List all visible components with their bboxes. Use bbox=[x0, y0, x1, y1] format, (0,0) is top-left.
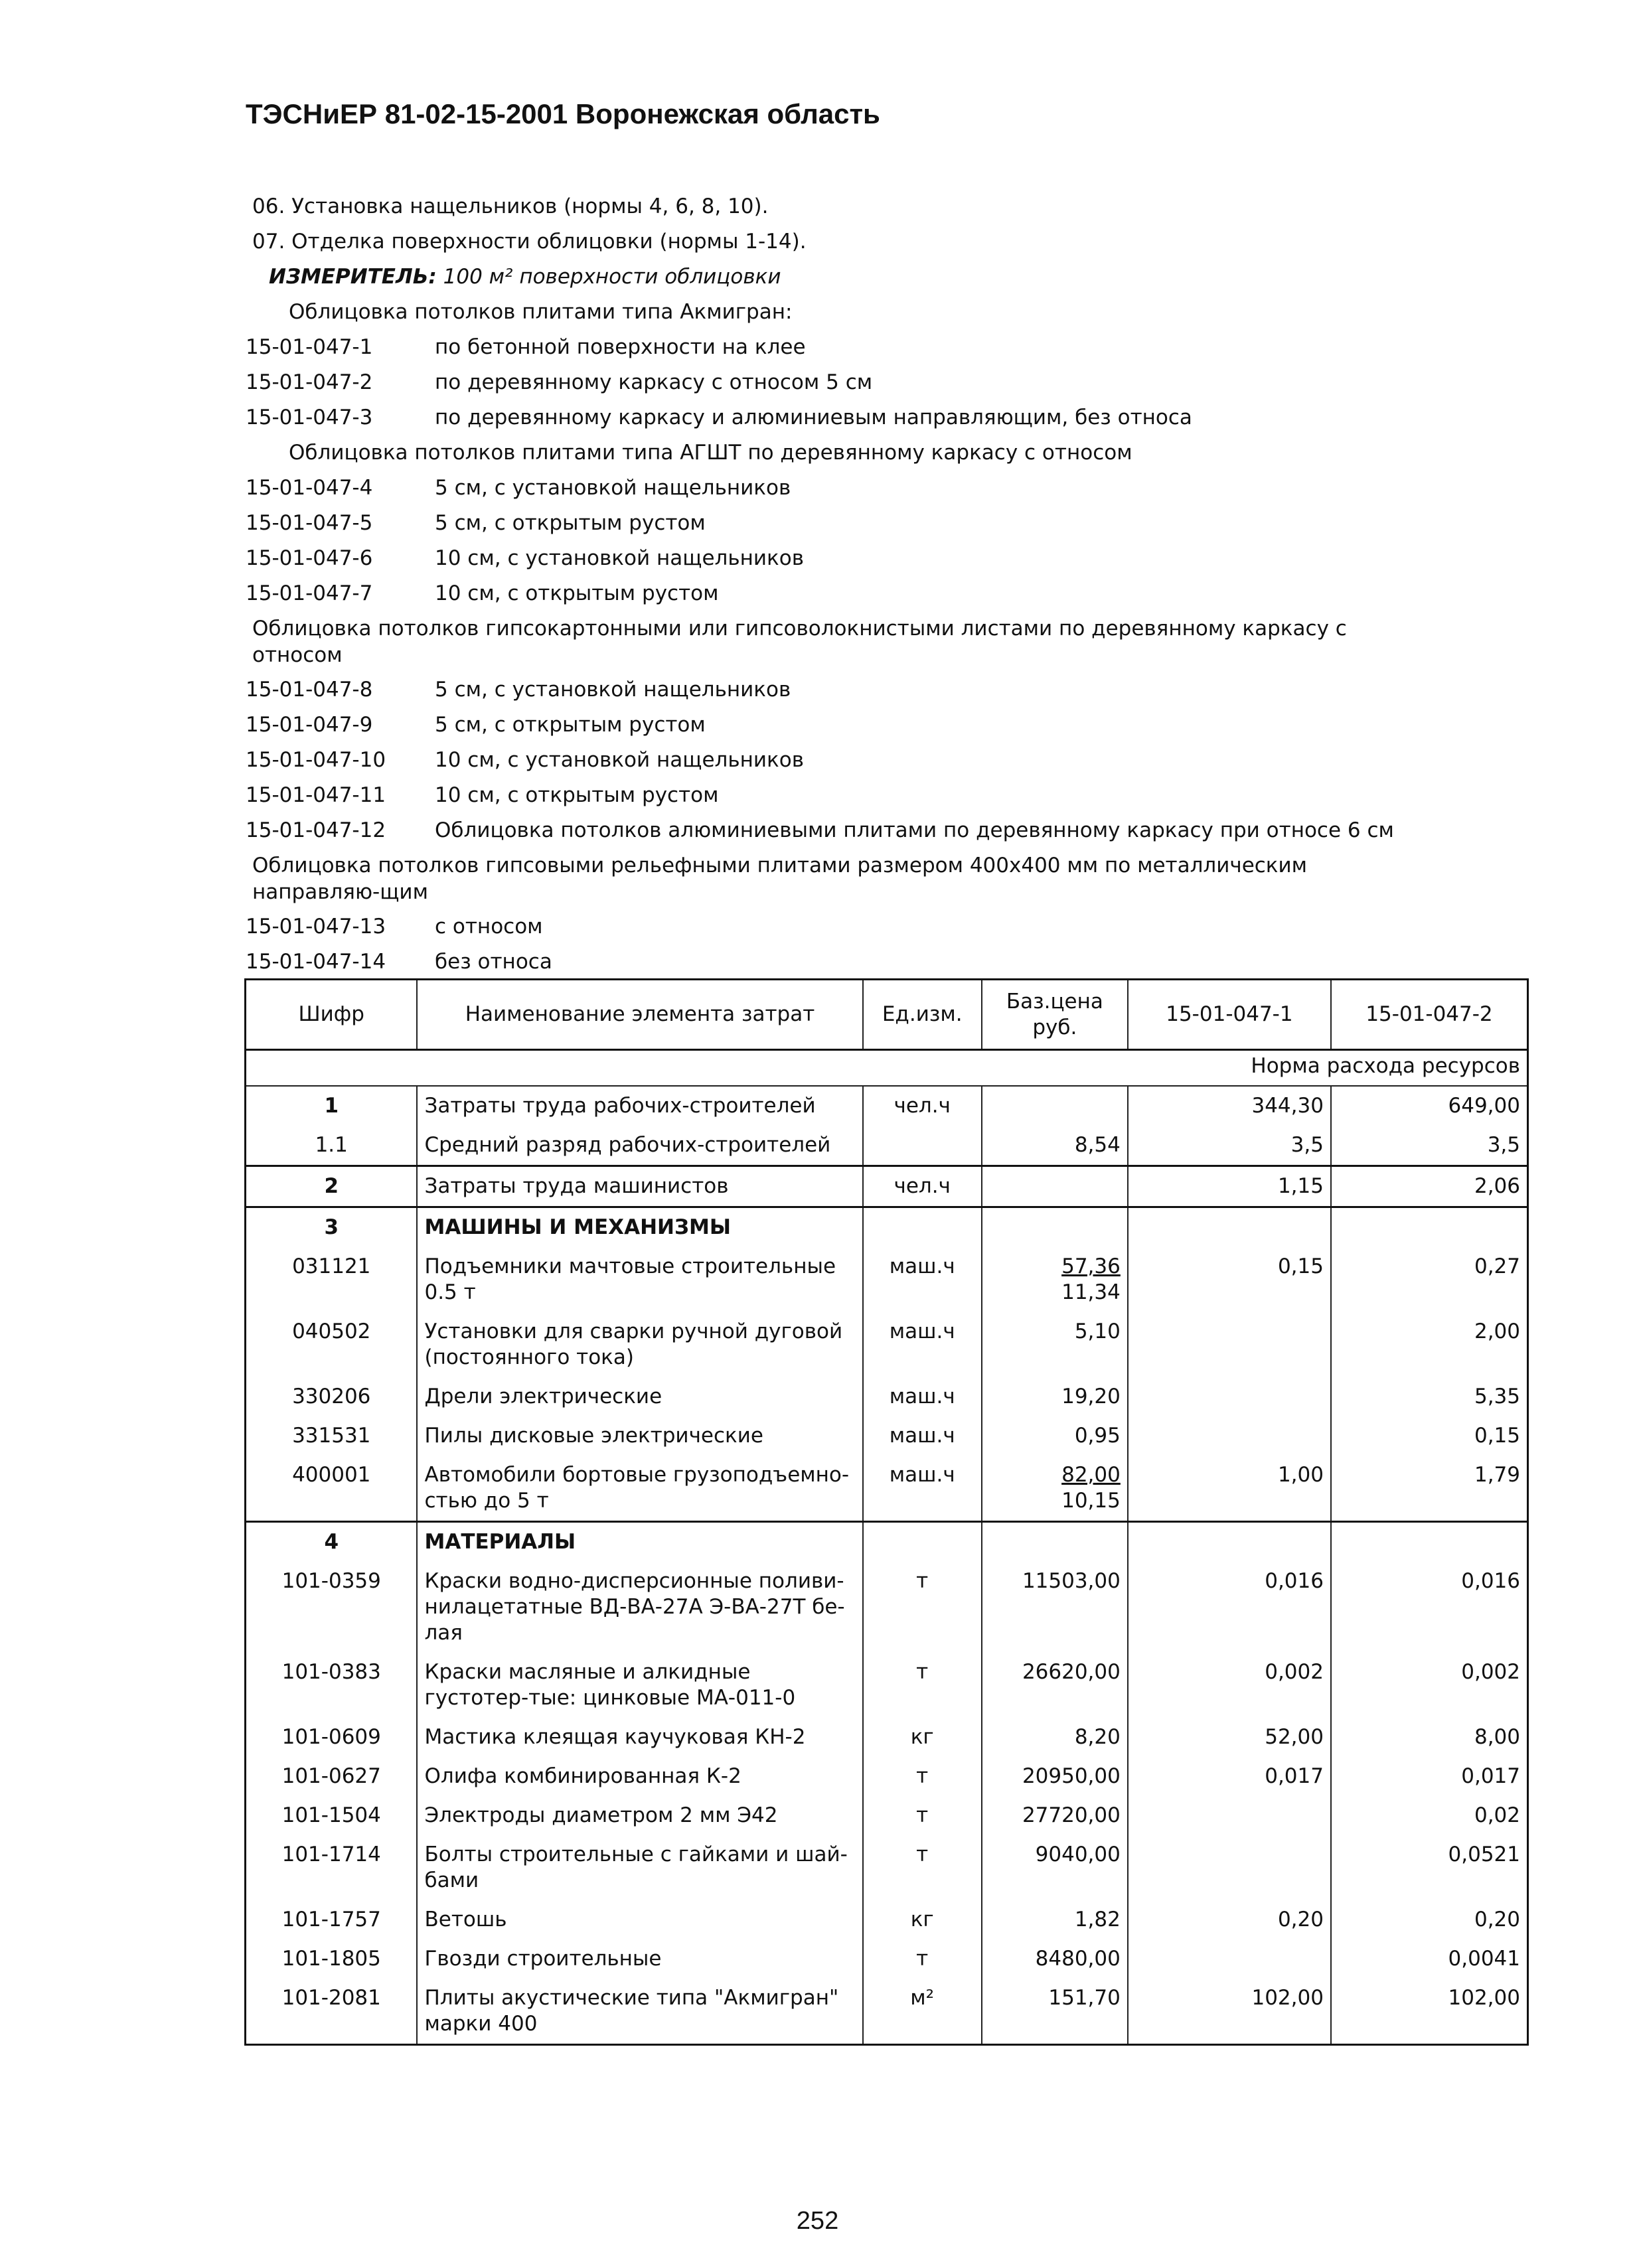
norm-text: Облицовка потолков алюминиевыми плитами по деревянному каркасу при относе 6 см bbox=[435, 818, 1394, 842]
row-name: Плиты акустические типа "Акмигран" марки 400 bbox=[417, 1979, 862, 2045]
row-price bbox=[982, 1653, 1128, 1718]
row-value-2: 8,00 bbox=[1331, 1718, 1528, 1757]
price-value: 82,00 bbox=[1061, 1463, 1121, 1487]
group-title: Облицовка потолков плитами типа Акмигран: bbox=[289, 300, 793, 324]
row-unit: маш.ч bbox=[863, 1416, 982, 1456]
row-value-1: 344,30 bbox=[1128, 1086, 1331, 1126]
row-value-2: 0,002 bbox=[1331, 1653, 1528, 1718]
row-code: 101-1504 bbox=[246, 1796, 418, 1835]
table-row bbox=[246, 1377, 1528, 1416]
row-code: 101-2081 bbox=[246, 1979, 418, 2045]
row-price bbox=[982, 1979, 1128, 2045]
norm-code: 15-01-047-9 bbox=[246, 713, 373, 737]
norm-item bbox=[246, 909, 1580, 945]
table-row bbox=[246, 1126, 1528, 1166]
row-name: Затраты труда машинистов bbox=[417, 1166, 862, 1207]
norm-code: 15-01-047-11 bbox=[246, 783, 386, 807]
group-title: Облицовка потолков гипсокартонными или гипсоволокнистыми листами по деревянному каркасу с относом bbox=[252, 617, 1347, 667]
norm-text: с относом bbox=[435, 915, 543, 939]
row-unit: т bbox=[863, 1653, 982, 1718]
table-row bbox=[246, 1086, 1528, 1126]
row-name: Ветошь bbox=[417, 1900, 862, 1939]
row-value-1: 1,15 bbox=[1128, 1166, 1331, 1207]
price-secondary: 11,34 bbox=[1061, 1280, 1121, 1304]
norm-item bbox=[246, 945, 1580, 980]
group-title: Облицовка потолков гипсовыми рельефными плитами размером 400х400 мм по металлическим направляю-щим bbox=[252, 854, 1308, 904]
row-name: Установки для сварки ручной дуговой (постоянного тока) bbox=[417, 1312, 862, 1377]
row-name: Затраты труда рабочих-строителей bbox=[417, 1086, 862, 1126]
row-code: 3 bbox=[246, 1207, 418, 1248]
row-code: 031121 bbox=[246, 1247, 418, 1312]
norm-item bbox=[246, 471, 1580, 506]
row-value-2: 0,0521 bbox=[1331, 1835, 1528, 1900]
row-value-1 bbox=[1128, 1796, 1331, 1835]
norm-code: 15-01-047-8 bbox=[246, 678, 373, 702]
row-code: 330206 bbox=[246, 1377, 418, 1416]
row-code: 101-1757 bbox=[246, 1900, 418, 1939]
price-value: 57,36 bbox=[1061, 1254, 1121, 1278]
norm-item bbox=[246, 400, 1580, 435]
table-row bbox=[246, 1718, 1528, 1757]
measure-label: ИЗМЕРИТЕЛЬ: bbox=[269, 265, 437, 289]
row-price bbox=[982, 1562, 1128, 1653]
norm-text: по деревянному каркасу и алюминиевым направляющим, без относа bbox=[435, 406, 1192, 429]
table-row bbox=[246, 1416, 1528, 1456]
norm-item bbox=[246, 541, 1580, 576]
row-name: Олифа комбинированная К-2 bbox=[417, 1757, 862, 1796]
row-price bbox=[982, 1207, 1128, 1248]
price-value: 8,54 bbox=[1074, 1133, 1121, 1157]
row-value-2: 2,00 bbox=[1331, 1312, 1528, 1377]
row-name: Гвозди строительные bbox=[417, 1939, 862, 1979]
norm-text: 10 см, с установкой нащельников bbox=[435, 748, 804, 772]
row-value-2: 0,0041 bbox=[1331, 1939, 1528, 1979]
table-row bbox=[246, 1939, 1528, 1979]
row-value-1 bbox=[1128, 1377, 1331, 1416]
row-code: 101-1714 bbox=[246, 1835, 418, 1900]
row-unit: м² bbox=[863, 1979, 982, 2045]
document-header: ТЭСНиЕР 81-02-15-2001 Воронежская область bbox=[246, 98, 880, 129]
norm-item bbox=[246, 743, 1580, 778]
row-value-1: 0,20 bbox=[1128, 1900, 1331, 1939]
row-name: Болты строительные с гайками и шай-бами bbox=[417, 1835, 862, 1900]
section-intro bbox=[246, 189, 1580, 980]
row-unit: чел.ч bbox=[863, 1166, 982, 1207]
row-value-2: 5,35 bbox=[1331, 1377, 1528, 1416]
col-header-name: Наименование элемента затрат bbox=[417, 980, 862, 1050]
row-code: 400001 bbox=[246, 1456, 418, 1522]
norm-code: 15-01-047-3 bbox=[246, 406, 373, 429]
price-value: 26620,00 bbox=[1022, 1660, 1121, 1684]
row-unit: чел.ч bbox=[863, 1086, 982, 1126]
norm-item bbox=[246, 708, 1580, 743]
row-unit: маш.ч bbox=[863, 1312, 982, 1377]
row-code: 4 bbox=[246, 1522, 418, 1562]
row-value-1: 102,00 bbox=[1128, 1979, 1331, 2045]
row-value-2: 0,016 bbox=[1331, 1562, 1528, 1653]
row-code: 1 bbox=[246, 1086, 418, 1126]
row-value-1 bbox=[1128, 1522, 1331, 1562]
row-unit: маш.ч bbox=[863, 1247, 982, 1312]
row-name: МАТЕРИАЛЫ bbox=[417, 1522, 862, 1562]
table-row bbox=[246, 1757, 1528, 1796]
price-value: 8480,00 bbox=[1035, 1947, 1121, 1971]
row-value-2 bbox=[1331, 1522, 1528, 1562]
row-name: Пилы дисковые электрические bbox=[417, 1416, 862, 1456]
row-name: Средний разряд рабочих-строителей bbox=[417, 1126, 862, 1166]
row-code: 101-0627 bbox=[246, 1757, 418, 1796]
price-secondary: 10,15 bbox=[1061, 1489, 1121, 1513]
col-header-unit: Ед.изм. bbox=[863, 980, 982, 1050]
row-code: 040502 bbox=[246, 1312, 418, 1377]
table-row bbox=[246, 1207, 1528, 1248]
row-value-2: 0,02 bbox=[1331, 1796, 1528, 1835]
measure-line bbox=[252, 260, 1580, 295]
row-unit bbox=[863, 1126, 982, 1166]
norm-code: 15-01-047-4 bbox=[246, 476, 373, 500]
norm-text: 5 см, с открытым рустом bbox=[435, 713, 706, 737]
operation-line: 07. Отделка поверхности облицовки (нормы 1-14). bbox=[252, 230, 807, 254]
row-name: МАШИНЫ И МЕХАНИЗМЫ bbox=[417, 1207, 862, 1248]
norm-item bbox=[246, 365, 1580, 400]
row-code: 331531 bbox=[246, 1416, 418, 1456]
price-value: 20950,00 bbox=[1022, 1764, 1121, 1788]
row-value-2: 0,15 bbox=[1331, 1416, 1528, 1456]
row-name: Автомобили бортовые грузоподъемно-стью до 5 т bbox=[417, 1456, 862, 1522]
row-name: Дрели электрические bbox=[417, 1377, 862, 1416]
row-code: 101-1805 bbox=[246, 1939, 418, 1979]
norm-code: 15-01-047-7 bbox=[246, 581, 373, 605]
group-title: Облицовка потолков плитами типа АГШТ по деревянному каркасу с относом bbox=[289, 441, 1132, 465]
operation-line: 06. Установка нащельников (нормы 4, 6, 8, 10). bbox=[252, 194, 769, 218]
row-name: Краски масляные и алкидные густотер-тые: цинковые МА-011-0 bbox=[417, 1653, 862, 1718]
page-number: 252 bbox=[796, 2207, 839, 2235]
row-code: 2 bbox=[246, 1166, 418, 1207]
row-value-1 bbox=[1128, 1939, 1331, 1979]
table-row bbox=[246, 1312, 1528, 1377]
row-unit: т bbox=[863, 1757, 982, 1796]
table-row bbox=[246, 1835, 1528, 1900]
col-header-price: Баз.цена руб. bbox=[982, 980, 1128, 1050]
row-price bbox=[982, 1126, 1128, 1166]
row-unit: т bbox=[863, 1796, 982, 1835]
row-name: Подъемники мачтовые строительные 0.5 т bbox=[417, 1247, 862, 1312]
norm-caption: Норма расхода ресурсов bbox=[246, 1050, 1528, 1087]
norm-item bbox=[246, 506, 1580, 541]
norm-code: 15-01-047-14 bbox=[246, 950, 386, 974]
norm-groups bbox=[246, 295, 1580, 980]
table-row bbox=[246, 1456, 1528, 1522]
table-row bbox=[246, 1900, 1528, 1939]
col-header-code: Шифр bbox=[246, 980, 418, 1050]
price-value: 1,82 bbox=[1074, 1908, 1121, 1931]
row-unit: т bbox=[863, 1939, 982, 1979]
row-unit: маш.ч bbox=[863, 1377, 982, 1416]
row-price bbox=[982, 1416, 1128, 1456]
row-price bbox=[982, 1900, 1128, 1939]
row-price bbox=[982, 1796, 1128, 1835]
row-code: 1.1 bbox=[246, 1126, 418, 1166]
row-code: 101-0359 bbox=[246, 1562, 418, 1653]
norm-text: без относа bbox=[435, 950, 552, 974]
row-value-2: 0,017 bbox=[1331, 1757, 1528, 1796]
row-value-1: 0,002 bbox=[1128, 1653, 1331, 1718]
price-value: 19,20 bbox=[1061, 1385, 1121, 1408]
price-value: 5,10 bbox=[1074, 1320, 1121, 1343]
row-name: Краски водно-дисперсионные поливи-нилацетатные ВД-ВА-27А Э-ВА-27Т бе-лая bbox=[417, 1562, 862, 1653]
norm-text: 5 см, с установкой нащельников bbox=[435, 678, 791, 702]
row-unit bbox=[863, 1207, 982, 1248]
table-row bbox=[246, 1166, 1528, 1207]
row-unit: кг bbox=[863, 1900, 982, 1939]
row-price bbox=[982, 1522, 1128, 1562]
row-value-1 bbox=[1128, 1835, 1331, 1900]
row-value-1 bbox=[1128, 1207, 1331, 1248]
row-name: Мастика клеящая каучуковая КН-2 bbox=[417, 1718, 862, 1757]
norm-code: 15-01-047-2 bbox=[246, 370, 373, 394]
norm-text: 5 см, с открытым рустом bbox=[435, 511, 706, 535]
price-value: 8,20 bbox=[1074, 1725, 1121, 1749]
row-value-1: 0,017 bbox=[1128, 1757, 1331, 1796]
row-price bbox=[982, 1312, 1128, 1377]
row-value-2: 102,00 bbox=[1331, 1979, 1528, 2045]
row-value-2: 3,5 bbox=[1331, 1126, 1528, 1166]
norm-item bbox=[246, 672, 1580, 708]
resource-table bbox=[244, 978, 1529, 2046]
row-value-1 bbox=[1128, 1416, 1331, 1456]
row-value-1: 3,5 bbox=[1128, 1126, 1331, 1166]
col-header-norm-2: 15-01-047-2 bbox=[1331, 980, 1528, 1050]
row-price bbox=[982, 1939, 1128, 1979]
norm-code: 15-01-047-1 bbox=[246, 335, 373, 359]
table-row bbox=[246, 1562, 1528, 1653]
table-row bbox=[246, 1979, 1528, 2045]
col-header-norm-1: 15-01-047-1 bbox=[1128, 980, 1331, 1050]
row-price bbox=[982, 1247, 1128, 1312]
row-value-2: 649,00 bbox=[1331, 1086, 1528, 1126]
row-value-2 bbox=[1331, 1207, 1528, 1248]
price-value: 151,70 bbox=[1048, 1986, 1121, 2010]
row-unit: маш.ч bbox=[863, 1456, 982, 1522]
row-unit: кг bbox=[863, 1718, 982, 1757]
row-price bbox=[982, 1757, 1128, 1796]
table-row bbox=[246, 1653, 1528, 1718]
norm-code: 15-01-047-6 bbox=[246, 546, 373, 570]
row-value-1: 0,15 bbox=[1128, 1247, 1331, 1312]
row-unit: т bbox=[863, 1562, 982, 1653]
row-price bbox=[982, 1835, 1128, 1900]
row-value-2: 0,27 bbox=[1331, 1247, 1528, 1312]
row-code: 101-0383 bbox=[246, 1653, 418, 1718]
row-price bbox=[982, 1166, 1128, 1207]
row-price bbox=[982, 1377, 1128, 1416]
norm-text: 10 см, с открытым рустом bbox=[435, 581, 719, 605]
norm-text: по бетонной поверхности на клее bbox=[435, 335, 806, 359]
norm-code: 15-01-047-5 bbox=[246, 511, 373, 535]
norm-caption-row bbox=[246, 1050, 1528, 1087]
norm-item bbox=[246, 330, 1580, 365]
price-value: 0,95 bbox=[1074, 1424, 1121, 1448]
norm-code: 15-01-047-12 bbox=[246, 818, 386, 842]
row-value-1 bbox=[1128, 1312, 1331, 1377]
row-value-1: 52,00 bbox=[1128, 1718, 1331, 1757]
norm-item bbox=[246, 813, 1580, 848]
row-unit: т bbox=[863, 1835, 982, 1900]
row-value-1: 0,016 bbox=[1128, 1562, 1331, 1653]
row-code: 101-0609 bbox=[246, 1718, 418, 1757]
table-row bbox=[246, 1796, 1528, 1835]
price-value: 9040,00 bbox=[1035, 1843, 1121, 1866]
row-value-2: 2,06 bbox=[1331, 1166, 1528, 1207]
row-value-2: 0,20 bbox=[1331, 1900, 1528, 1939]
table-row bbox=[246, 1247, 1528, 1312]
norm-text: 10 см, с открытым рустом bbox=[435, 783, 719, 807]
row-name: Электроды диаметром 2 мм Э42 bbox=[417, 1796, 862, 1835]
norm-text: по деревянному каркасу с относом 5 см bbox=[435, 370, 873, 394]
norm-code: 15-01-047-10 bbox=[246, 748, 386, 772]
price-value: 11503,00 bbox=[1022, 1569, 1121, 1593]
table-header-row bbox=[246, 980, 1528, 1050]
norm-code: 15-01-047-13 bbox=[246, 915, 386, 939]
norm-item bbox=[246, 576, 1580, 611]
norm-text: 5 см, с установкой нащельников bbox=[435, 476, 791, 500]
row-value-1: 1,00 bbox=[1128, 1456, 1331, 1522]
row-value-2: 1,79 bbox=[1331, 1456, 1528, 1522]
price-value: 27720,00 bbox=[1022, 1803, 1121, 1827]
row-price bbox=[982, 1086, 1128, 1126]
row-price bbox=[982, 1456, 1128, 1522]
row-price bbox=[982, 1718, 1128, 1757]
row-unit bbox=[863, 1522, 982, 1562]
table-row bbox=[246, 1522, 1528, 1562]
measure-text: 100 м² поверхности облицовки bbox=[443, 265, 781, 289]
norm-item bbox=[246, 778, 1580, 813]
norm-text: 10 см, с установкой нащельников bbox=[435, 546, 804, 570]
